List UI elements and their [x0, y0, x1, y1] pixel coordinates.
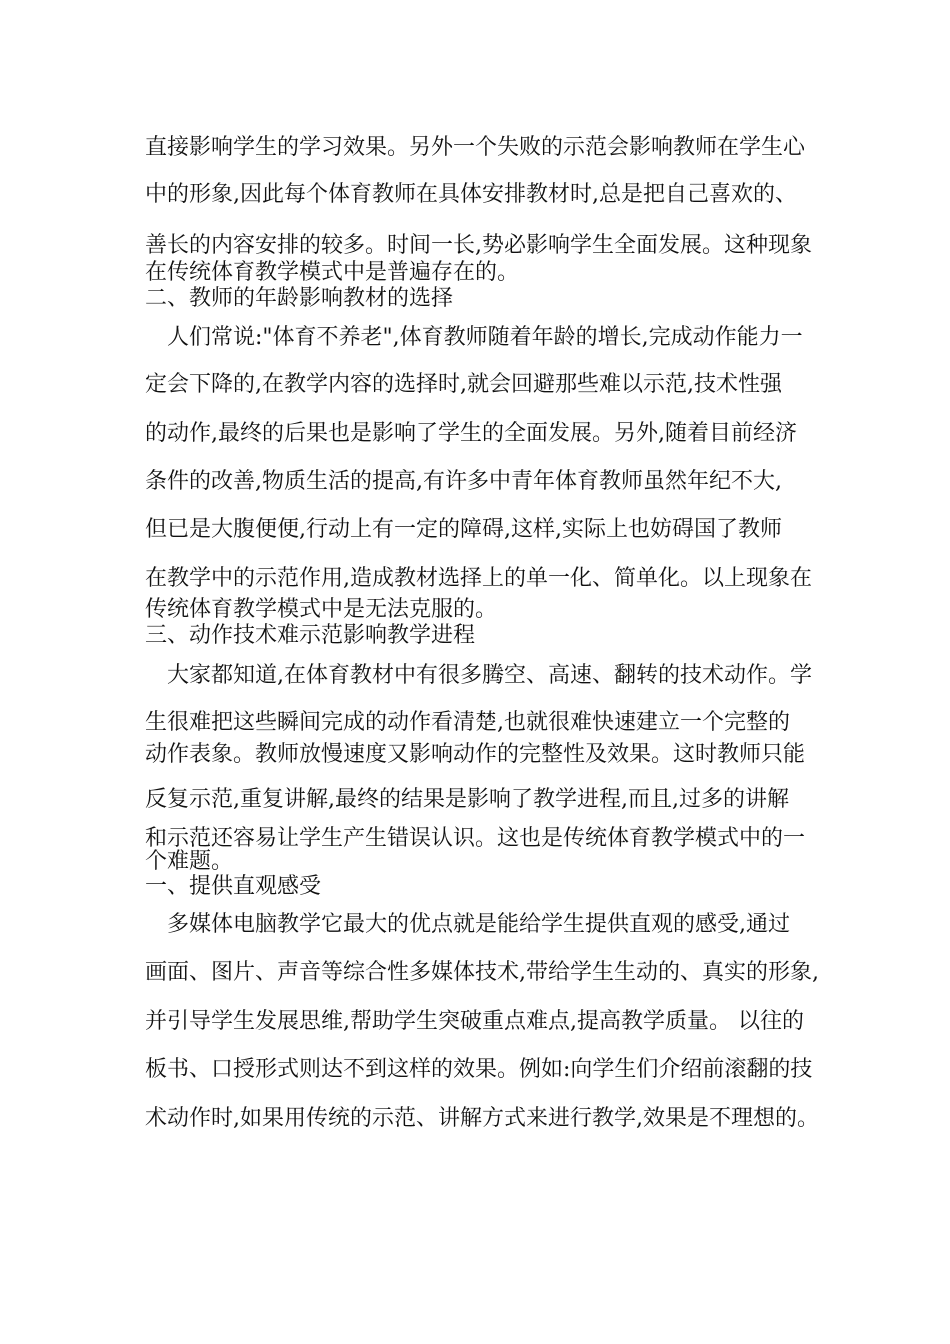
text-line: 定会下降的,在教学内容的选择时,就会回避那些难以示范,技术性强 [145, 372, 782, 397]
text-line: 条件的改善,物质生活的提高,有许多中青年体育教师虽然年纪不大, [145, 469, 782, 494]
text-line: 的动作,最终的后果也是影响了学生的全面发展。另外,随着目前经济 [145, 421, 797, 446]
text-line: 反复示范,重复讲解,最终的结果是影响了教学进程,而且,过多的讲解 [145, 787, 789, 812]
text-line: 和示范还容易让学生产生错误认识。这也是传统体育教学模式中的一 [145, 826, 806, 851]
text-line: 传统体育教学模式中是无法克服的。 [145, 597, 498, 622]
text-line: 中的形象,因此每个体育教师在具体安排教材时,总是把自己喜欢的、 [145, 182, 797, 207]
text-line: 但已是大腹便便,行动上有一定的障碍,这样,实际上也妨碍国了教师 [145, 517, 782, 542]
text-line: 直接影响学生的学习效果。另外一个失败的示范会影响教师在学生心 [145, 135, 806, 160]
section-heading: 三、动作技术难示范影响教学进程 [145, 623, 476, 648]
text-line: 个难题。 [145, 849, 234, 874]
text-line: 多媒体电脑教学它最大的优点就是能给学生提供直观的感受,通过 [145, 912, 790, 937]
text-line: 术动作时,如果用传统的示范、讲解方式来进行教学,效果是不理想的。 [145, 1106, 819, 1131]
section-heading: 一、提供直观感受 [145, 874, 322, 899]
text-line: 生很难把这些瞬间完成的动作看清楚,也就很难快速建立一个完整的 [145, 710, 790, 735]
text-line: 人们常说:"体育不养老",体育教师随着年龄的增长,完成动作能力一 [145, 325, 803, 350]
text-line: 画面、图片、声音等综合性多媒体技术,带给学生生动的、真实的形象, [145, 960, 819, 985]
text-line: 大家都知道,在体育教材中有很多腾空、高速、翻转的技术动作。学 [145, 663, 812, 688]
text-line: 动作表象。教师放慢速度又影响动作的完整性及效果。这时教师只能 [145, 742, 806, 767]
text-line: 在传统体育教学模式中是普遍存在的。 [145, 260, 520, 285]
text-line: 板书、口授形式则达不到这样的效果。例如:向学生们介绍前滚翻的技 [145, 1057, 813, 1082]
section-heading: 二、教师的年龄影响教材的选择 [145, 286, 454, 311]
text-line: 善长的内容安排的较多。时间一长,势必影响学生全面发展。这种现象 [145, 233, 812, 258]
text-line: 在教学中的示范作用,造成教材选择上的单一化、简单化。以上现象在 [145, 566, 812, 591]
text-line: 并引导学生发展思维,帮助学生突破重点难点,提高教学质量。 以往的 [145, 1009, 804, 1034]
